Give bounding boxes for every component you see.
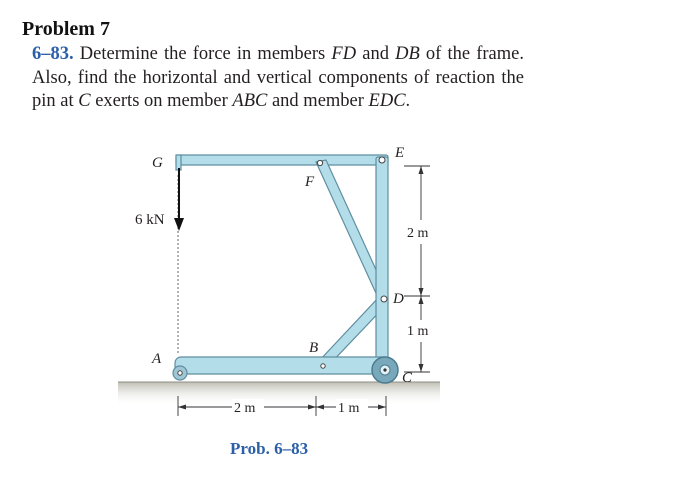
pin-d xyxy=(381,296,387,302)
problem-heading: Problem 7 xyxy=(22,18,110,40)
load-arrow-head xyxy=(174,218,184,231)
problem-variable: EDC xyxy=(368,91,406,111)
dim-label-2m-right: 2 m xyxy=(407,226,429,241)
problem-variable: ABC xyxy=(232,91,268,111)
label-d: D xyxy=(393,291,404,307)
dim-arrow-c xyxy=(419,364,424,372)
member-ge xyxy=(176,155,388,165)
dim-arrow-d-down xyxy=(419,296,424,304)
pin-a xyxy=(178,371,182,375)
pin-c xyxy=(383,368,386,371)
support-g xyxy=(176,155,181,170)
member-abc xyxy=(175,357,390,374)
figure-caption: Prob. 6–83 xyxy=(230,439,309,458)
problem-text-segment: . xyxy=(405,91,411,111)
ground xyxy=(118,382,440,406)
dim-arrow-e xyxy=(419,166,424,174)
dim-label-1m-right: 1 m xyxy=(407,324,429,339)
dim-label-1m-bottom: 1 m xyxy=(338,401,360,416)
label-f: F xyxy=(305,174,315,190)
problem-text-segment: and member xyxy=(267,91,369,111)
problem-text-segment: of the frame. Also, find the horizontal and vertical components of reaction the pin at xyxy=(32,44,524,111)
dim-arrow-d-up xyxy=(419,288,424,296)
label-c: C xyxy=(402,370,413,386)
problem-number: 6–83. xyxy=(32,44,74,64)
problem-variable: FD xyxy=(331,44,357,64)
label-e: E xyxy=(395,145,405,161)
pin-e xyxy=(379,157,385,163)
problem-text-segment: and xyxy=(356,44,396,64)
label-g: G xyxy=(152,155,163,171)
label-a: A xyxy=(152,351,162,367)
problem-text-segment: Determine the force in members xyxy=(73,44,332,64)
pin-b xyxy=(321,364,325,368)
problem-variable: C xyxy=(78,91,91,111)
dim-label-2m-bottom: 2 m xyxy=(234,401,256,416)
member-edc xyxy=(376,157,388,372)
label-b: B xyxy=(309,340,319,356)
problem-variable: DB xyxy=(395,44,420,64)
pin-f xyxy=(317,160,322,165)
load-label: 6 kN xyxy=(135,212,165,228)
problem-text-segment: exerts on member xyxy=(90,91,233,111)
